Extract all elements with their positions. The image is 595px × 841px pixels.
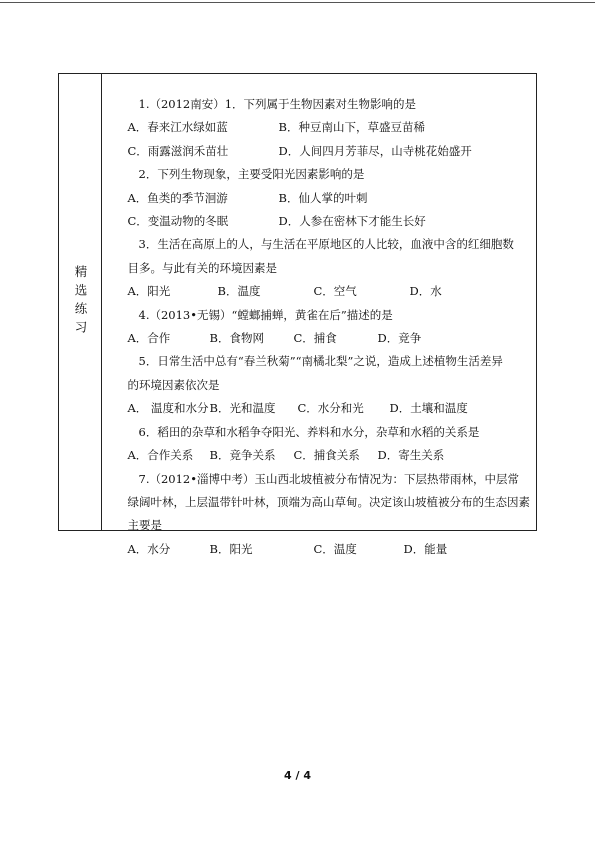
page-number: 4 / 4 — [284, 769, 311, 782]
option: C．捕食 — [293, 331, 337, 346]
option: D．竞争 — [377, 331, 422, 346]
question-7-stem-cont: 绿阔叶林，上层温带针叶林，顶端为高山草甸。决定该山坡植被分布的生态因素 — [127, 494, 530, 509]
option: C．雨露滋润禾苗壮 — [127, 143, 229, 158]
option: D．土壤和温度 — [389, 401, 468, 416]
option: B．温度 — [217, 284, 261, 299]
question-2-options-row-2 — [128, 210, 531, 233]
questions-cell — [102, 74, 537, 556]
option: C．温度 — [313, 541, 357, 556]
question-5-stem-cont: 的环境因素依次是 — [127, 377, 220, 392]
option: C．空气 — [313, 284, 357, 299]
option: B．仙人掌的叶刺 — [278, 190, 368, 205]
option: D．能量 — [403, 541, 448, 556]
question-2-stem: 2．下列生物现象，主要受阳光因素影响的是 — [138, 167, 365, 182]
option: D．寄生关系 — [377, 448, 445, 463]
option: A．合作 — [127, 331, 171, 346]
option: C．捕食关系 — [293, 448, 360, 463]
option: D．人参在密林下才能生长好 — [278, 214, 426, 229]
option: B．种豆南山下，草盛豆苗稀 — [278, 120, 425, 135]
option: A．春来江水绿如蓝 — [127, 120, 228, 135]
option: C．变温动物的冬眠 — [127, 214, 229, 229]
option: B．光和温度 — [209, 401, 276, 416]
question-7-stem-cont: 主要是 — [127, 518, 162, 533]
option: A．鱼类的季节洄游 — [127, 190, 228, 205]
side-label: 精选练习 — [73, 265, 88, 339]
question-7-options — [128, 538, 531, 561]
question-1-stem: 1.（2012南安）1．下列属于生物因素对生物影响的是 — [138, 97, 417, 111]
option: A．水分 — [127, 541, 171, 556]
option: A． 温度和水分 — [127, 401, 209, 416]
side-column — [59, 74, 102, 530]
question-6-stem: 6．稻田的杂草和水稻争夺阳光、养料和水分，杂草和水稻的关系是 — [138, 424, 480, 439]
question-2-options-row-1 — [128, 187, 531, 210]
question-5-options — [128, 397, 531, 420]
header-rule — [0, 2, 595, 3]
option: B．食物网 — [209, 331, 264, 346]
question-7-stem: 7.（2012•淄博中考）玉山西北坡植被分布情况为：下层热带雨林，中层常 — [138, 471, 520, 486]
option: C．水分和光 — [297, 401, 364, 416]
question-3-options — [128, 280, 531, 303]
exercise-table — [58, 73, 537, 556]
question-4-stem: 4.（2013•无锡）“螳螂捕蝉，黄雀在后”描述的是 — [138, 307, 393, 322]
option: B．阳光 — [209, 541, 253, 556]
option: B．竞争关系 — [209, 448, 276, 463]
option: A．合作关系 — [127, 448, 194, 463]
question-1-options-row-1 — [128, 116, 531, 139]
option: A．阳光 — [127, 284, 171, 299]
question-6-options — [128, 444, 531, 467]
question-3-stem-cont: 目多。与此有关的环境因素是 — [127, 260, 277, 275]
option: D．人间四月芳菲尽，山寺桃花始盛开 — [278, 143, 472, 158]
question-4-options — [128, 327, 531, 350]
question-3-stem: 3．生活在高原上的人，与生活在平原地区的人比较，血液中含的红细胞数 — [138, 237, 514, 252]
question-5-stem: 5．日常生活中总有“春兰秋菊”“南橘北梨”之说，造成上述植物生活差异 — [138, 354, 503, 369]
option: D．水 — [409, 284, 442, 299]
question-1-options-row-2 — [128, 140, 531, 163]
